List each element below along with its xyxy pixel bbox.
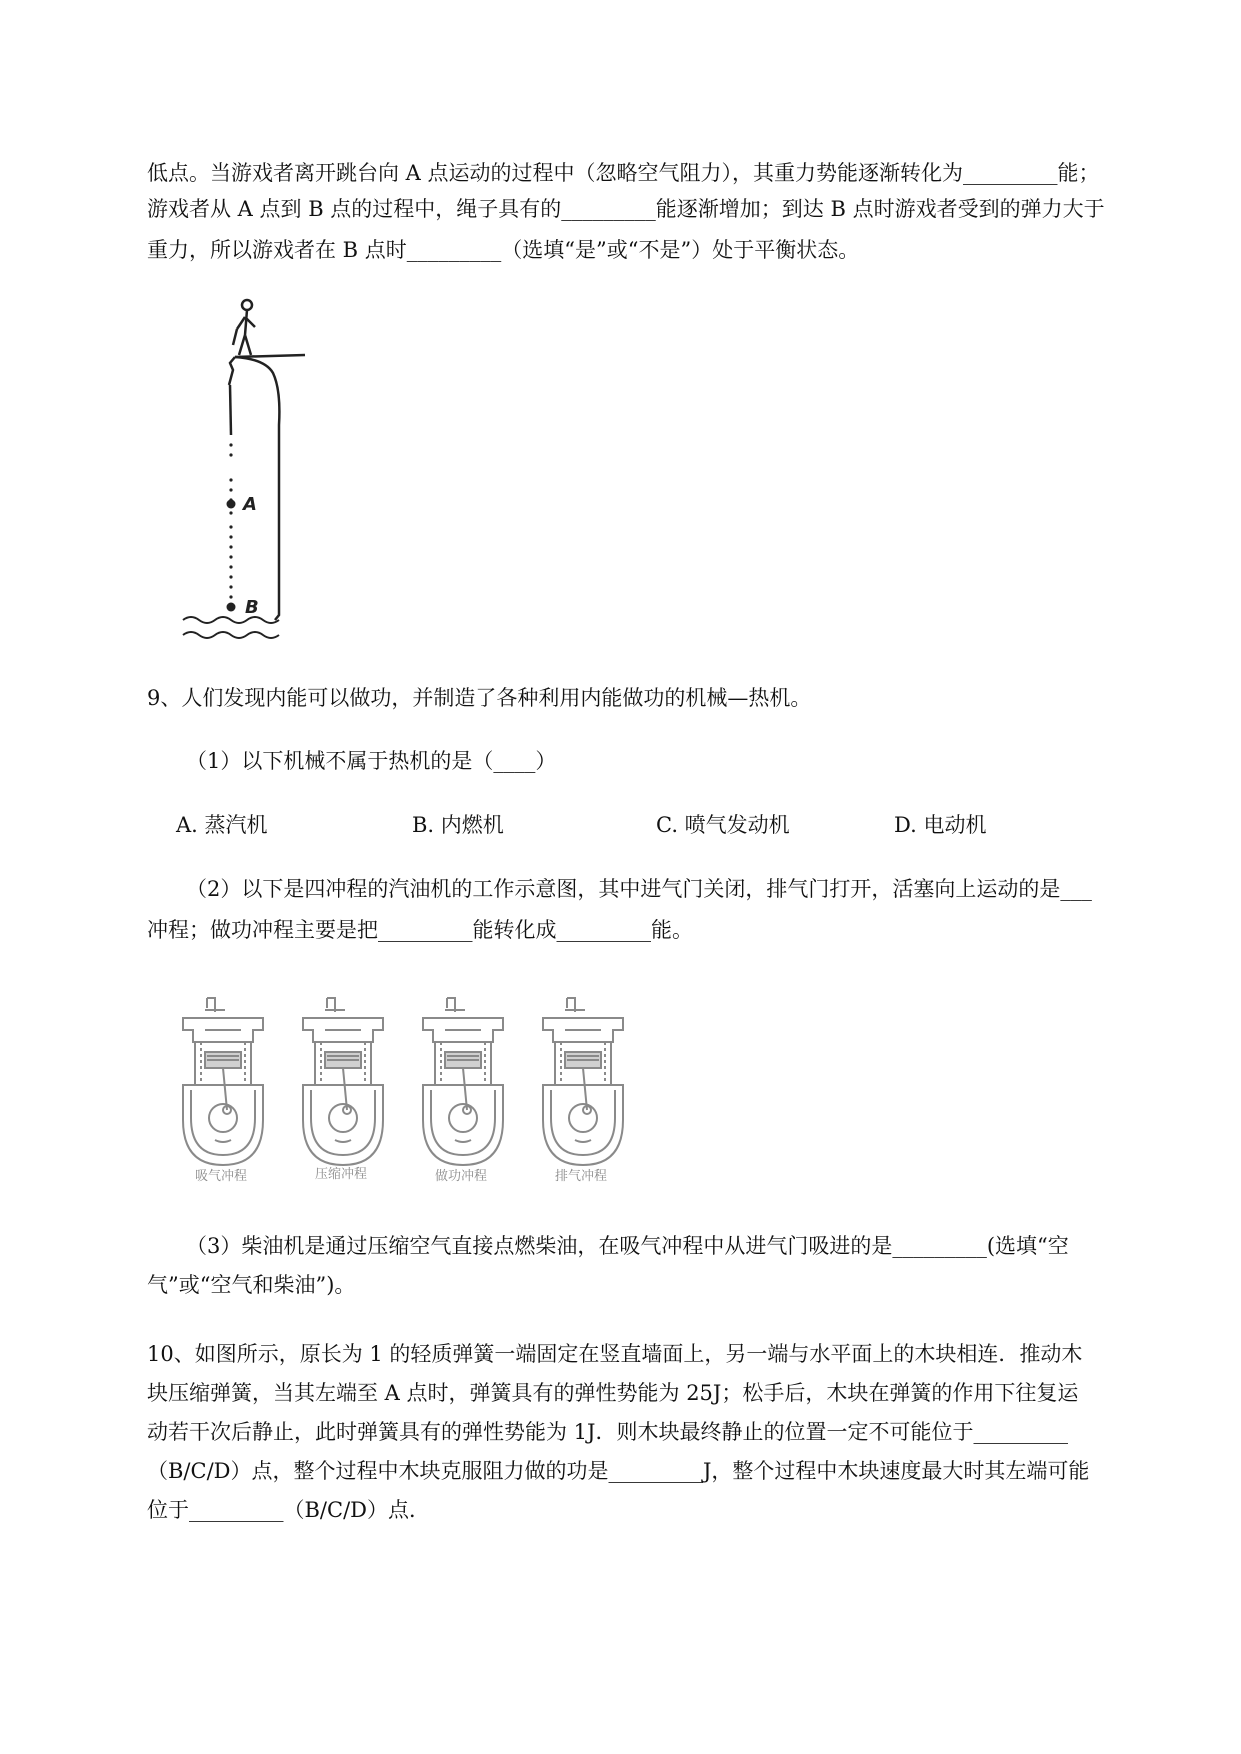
q10-text-line-5: 位于_________（B/C/D）点． <box>147 1498 430 1522</box>
q9-option-b: B. 内燃机 <box>412 813 504 837</box>
point-a-label: A <box>243 494 257 515</box>
q10-text-line-3: 动若干次后静止，此时弹簧具有的弹性势能为 1J．则木块最终静止的位置一定不可能位于_________ <box>147 1420 1068 1444</box>
q10-text-line-2: 块压缩弹簧，当其左端至 A 点时，弹簧具有的弹性势能为 25J；松手后，木块在弹簧的作用下往复运 <box>147 1381 1079 1405</box>
q9-option-a: A. 蒸汽机 <box>176 813 268 837</box>
q9-part3-line-1: （3）柴油机是通过压缩空气直接点燃柴油，在吸气冲程中从进气门吸进的是_________(选填“空 <box>186 1234 1069 1258</box>
q9-part2-line-2: 冲程；做功冲程主要是把_________能转化成_________能。 <box>147 918 693 942</box>
q8-text-line-2: 游戏者从 A 点到 B 点的过程中，绳子具有的_________能逐渐增加；到达 B 点时游戏者受到的弹力大于 <box>147 197 1105 221</box>
engine-caption-compression: 压缩冲程 <box>315 1167 368 1182</box>
q9-part1: （1）以下机械不属于热机的是（____） <box>186 749 557 773</box>
bungee-figure <box>175 295 315 645</box>
engine-caption-intake: 吸气冲程 <box>195 1169 248 1184</box>
q9-part2-line-1: （2）以下是四冲程的汽油机的工作示意图，其中进气门关闭，排气门打开，活塞向上运动的是___ <box>186 877 1092 901</box>
q9-option-d: D. 电动机 <box>894 813 987 837</box>
point-b-label: B <box>245 597 259 618</box>
q9-part3-line-2: 气”或“空气和柴油”)。 <box>147 1273 356 1297</box>
q9-option-c: C. 喷气发动机 <box>656 813 790 837</box>
engine-caption-exhaust: 排气冲程 <box>555 1169 608 1184</box>
q9-stem: 9、人们发现内能可以做功，并制造了各种利用内能做功的机械—热机。 <box>147 686 812 710</box>
engine-strokes-figure <box>175 990 675 1190</box>
q10-text-line-1: 10、如图所示，原长为 1 的轻质弹簧一端固定在竖直墙面上，另一端与水平面上的木块相连．推动木 <box>147 1342 1083 1366</box>
q10-text-line-4: （B/C/D）点，整个过程中木块克服阻力做的功是_________J，整个过程中木块速度最大时其左端可能 <box>147 1459 1090 1483</box>
engine-caption-power: 做功冲程 <box>435 1169 488 1184</box>
q8-text-line-1: 低点。当游戏者离开跳台向 A 点运动的过程中（忽略空气阻力），其重力势能逐渐转化为_________能； <box>147 161 1100 185</box>
q8-text-line-3: 重力，所以游戏者在 B 点时_________（选填“是”或“不是”）处于平衡状态。 <box>147 238 860 262</box>
